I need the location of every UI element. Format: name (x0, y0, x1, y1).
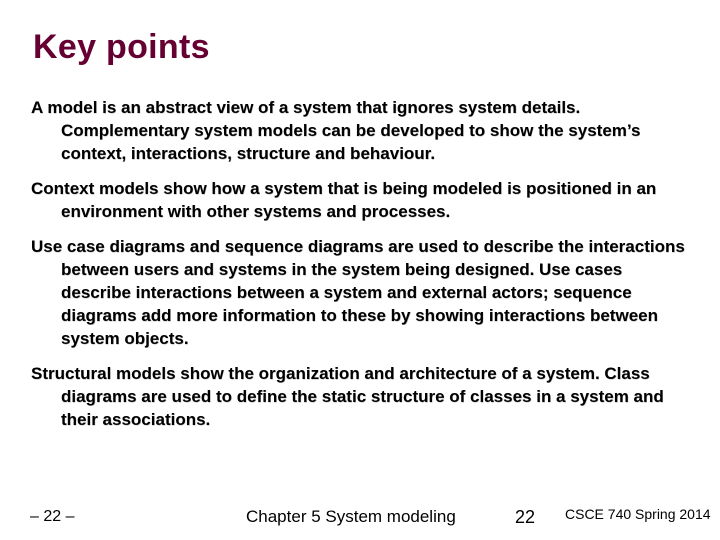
bullet-structural-models: Structural models show the organization and architecture of a system. Class diagrams are used to define the static structure of classes in a system and their associations. (31, 364, 664, 429)
footer-chapter: Chapter 5 System modeling (246, 507, 456, 526)
key-points-list (31, 96, 691, 443)
footer-slide-label: – 22 – (30, 508, 75, 525)
slide-title: Key points (33, 28, 210, 66)
footer-page-number: 22 (515, 507, 536, 527)
footer-course: CSCE 740 Spring 2014 (565, 506, 711, 522)
bullet-use-case-sequence: Use case diagrams and sequence diagrams are used to describe the interactions between users and systems in the system being designed. Use cases describe interactions between a system and external actors; sequence diagrams add more information to these by showing interactions between system objects. (31, 237, 685, 348)
bullet-abstract-model: A model is an abstract view of a system that ignores system details. Complementary system models can be developed to show the system’s context, interactions, structure and behaviour. (31, 98, 641, 163)
bullet-context-models: Context models show how a system that is being modeled is positioned in an environment with other systems and processes. (31, 179, 657, 221)
